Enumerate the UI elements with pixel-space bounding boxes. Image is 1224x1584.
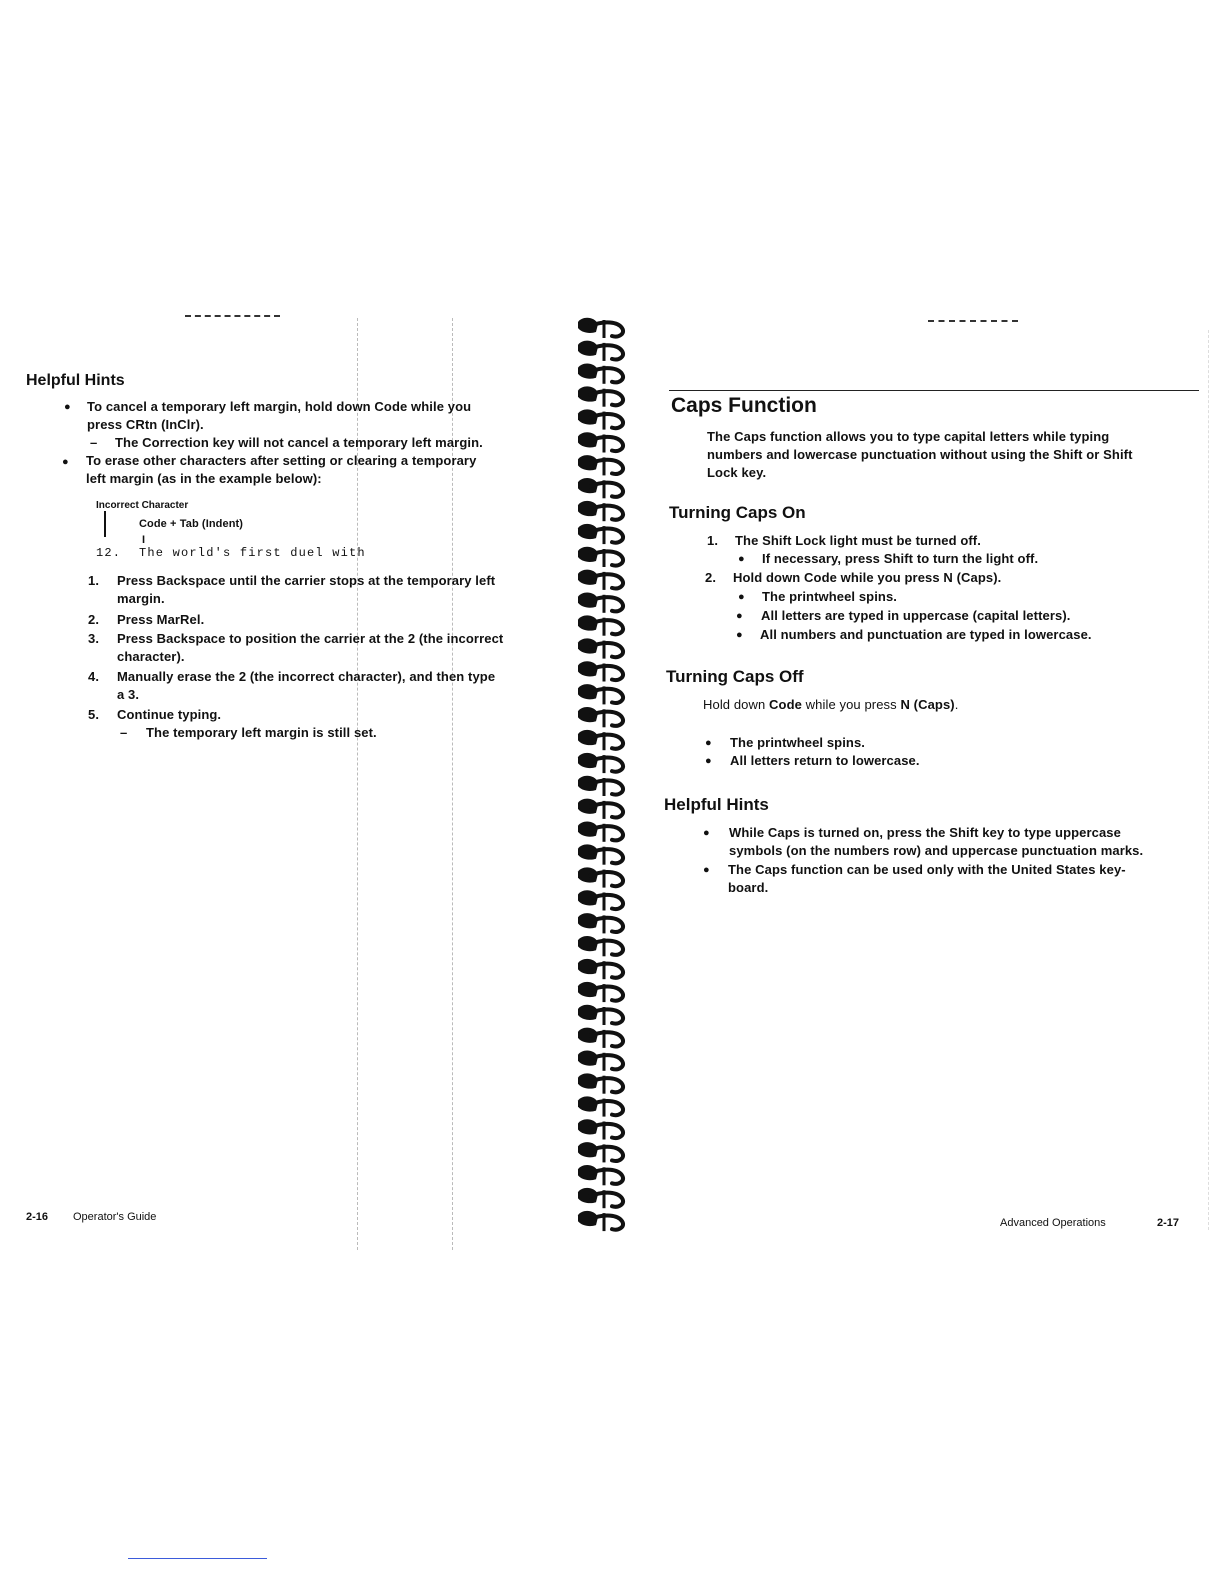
off-bullet-lowercase: All letters return to lowercase. bbox=[730, 753, 920, 768]
on-step-1-text: The Shift Lock light must be turned off. bbox=[735, 533, 981, 548]
turning-caps-on-heading: Turning Caps On bbox=[669, 503, 806, 522]
step-4-number: 4. bbox=[88, 669, 100, 684]
spiral-coil bbox=[578, 913, 623, 933]
caps-intro-text: The Caps function allows you to type capital letters while typing numbers and lowercase punctuation without using the Shift or Shift Lock key. bbox=[707, 429, 1133, 480]
spiral-coil bbox=[578, 959, 623, 979]
spiral-coil bbox=[578, 661, 623, 681]
hint-shift-uppercase: While Caps is turned on, press the Shift key to type uppercase symbols (on the numbers row) and uppercase punctuation marks. bbox=[729, 825, 1144, 858]
step-2-number: 2. bbox=[88, 612, 100, 627]
spiral-coil bbox=[578, 936, 623, 956]
spiral-coil bbox=[578, 364, 623, 384]
turning-caps-off-heading: Turning Caps Off bbox=[666, 667, 804, 686]
section-rule bbox=[669, 390, 1199, 391]
incorrect-character-label: Incorrect Character bbox=[96, 500, 189, 511]
spiral-coil bbox=[578, 593, 623, 613]
spiral-coil bbox=[578, 547, 623, 567]
spiral-coil bbox=[578, 982, 623, 1002]
spiral-coil bbox=[578, 501, 623, 521]
bullet-icon: ● bbox=[736, 610, 743, 622]
hint-us-keyboard-only: The Caps function can be used only with the United States key- board. bbox=[728, 862, 1126, 895]
on-step-1-number: 1. bbox=[707, 533, 719, 548]
spiral-coil bbox=[578, 1096, 623, 1116]
step-3-number: 3. bbox=[88, 631, 100, 646]
on-step-2-text: Hold down Code while you press N (Caps). bbox=[733, 570, 1002, 585]
spiral-coil bbox=[578, 386, 623, 406]
spiral-coil bbox=[578, 1005, 623, 1025]
step-2-text: Press MarRel. bbox=[117, 612, 205, 627]
bullet-icon: ● bbox=[62, 456, 69, 468]
dash-mark: – bbox=[90, 435, 98, 450]
spiral-coil bbox=[578, 890, 623, 910]
spiral-coil bbox=[578, 638, 623, 658]
bullet-icon: ● bbox=[736, 629, 743, 641]
on-bullet-printwheel: The printwheel spins. bbox=[762, 589, 898, 604]
spiral-coil bbox=[578, 799, 623, 819]
press-shift-bullet: If necessary, press Shift to turn the light off. bbox=[762, 551, 1039, 566]
footer-page-number: 2-17 bbox=[1157, 1217, 1180, 1229]
spiral-coil bbox=[578, 1073, 623, 1093]
spiral-coil bbox=[578, 1051, 623, 1071]
step-5-text: Continue typing. bbox=[117, 707, 222, 722]
page-edge bbox=[1208, 330, 1209, 1230]
bullet-icon: ● bbox=[738, 591, 745, 603]
step-3-text: Press Backspace to position the carrier at the 2 (the incorrect character). bbox=[117, 631, 504, 664]
spiral-coil bbox=[578, 1165, 623, 1185]
margin-still-set-note: The temporary left margin is still set. bbox=[146, 725, 377, 740]
dash-mark: – bbox=[120, 725, 128, 740]
step-5-number: 5. bbox=[88, 707, 100, 722]
spiral-coil bbox=[578, 409, 623, 429]
spiral-coil bbox=[578, 1188, 623, 1208]
spiral-coil bbox=[578, 1119, 623, 1139]
spiral-coil bbox=[578, 844, 623, 864]
top-scan-mark bbox=[928, 320, 1018, 322]
bullet-icon: ● bbox=[703, 864, 710, 876]
bullet-icon: ● bbox=[64, 401, 71, 413]
right-helpful-hints-heading: Helpful Hints bbox=[664, 795, 769, 814]
helpful-hints-heading: Helpful Hints bbox=[26, 372, 125, 389]
code-tab-indent-label: Code + Tab (Indent) bbox=[139, 518, 244, 530]
spiral-coil bbox=[578, 318, 623, 338]
on-step-2-number: 2. bbox=[705, 570, 717, 585]
step-1-text: Press Backspace until the carrier stops at the temporary left margin. bbox=[117, 573, 496, 606]
spiral-coil bbox=[578, 455, 623, 475]
spiral-coil bbox=[578, 684, 623, 704]
bullet-icon: ● bbox=[705, 737, 712, 749]
spiral-coil bbox=[578, 341, 623, 361]
correction-key-note: The Correction key will not cancel a temporary left margin. bbox=[115, 435, 483, 450]
footer-section-title: Advanced Operations bbox=[1000, 1217, 1106, 1229]
off-bullet-printwheel: The printwheel spins. bbox=[730, 735, 866, 750]
caps-off-instruction: Hold down Code while you press N (Caps). bbox=[703, 697, 959, 712]
underline-mark bbox=[128, 1558, 267, 1559]
character-marker: I bbox=[142, 534, 146, 546]
example-typed-line: The world's first duel with bbox=[139, 546, 366, 560]
example-line-number: 12. bbox=[96, 546, 122, 560]
spiral-binding-icon bbox=[560, 310, 650, 1240]
spiral-coil bbox=[578, 524, 623, 544]
bullet-icon: ● bbox=[738, 553, 745, 565]
bullet-icon: ● bbox=[703, 827, 710, 839]
footer-page-number: 2-16 bbox=[26, 1211, 49, 1223]
caps-function-title: Caps Function bbox=[671, 394, 817, 417]
indicator-bar bbox=[104, 511, 106, 537]
step-1-number: 1. bbox=[88, 573, 100, 588]
spiral-coil bbox=[578, 570, 623, 590]
spiral-coil bbox=[578, 822, 623, 842]
bullet-icon: ● bbox=[705, 755, 712, 767]
spiral-coil bbox=[578, 1211, 623, 1231]
spiral-coil bbox=[578, 478, 623, 498]
spiral-coil bbox=[578, 867, 623, 887]
spiral-coil bbox=[578, 432, 623, 452]
top-scan-mark bbox=[185, 315, 280, 317]
on-bullet-uppercase: All letters are typed in uppercase (capital letters). bbox=[761, 608, 1071, 623]
spiral-coil bbox=[578, 776, 623, 796]
on-bullet-lowercase: All numbers and punctuation are typed in lowercase. bbox=[760, 627, 1092, 642]
spiral-coil bbox=[578, 707, 623, 727]
hint-cancel-margin: To cancel a temporary left margin, hold down Code while you press CRtn (InClr). bbox=[87, 399, 472, 432]
spiral-coil bbox=[578, 1142, 623, 1162]
spiral-coil bbox=[578, 615, 623, 635]
step-4-text: Manually erase the 2 (the incorrect character), and then type a 3. bbox=[117, 669, 496, 702]
footer-guide-title: Operator's Guide bbox=[73, 1211, 157, 1223]
spiral-coil bbox=[578, 730, 623, 750]
spiral-coil bbox=[578, 1028, 623, 1048]
hint-erase-characters: To erase other characters after setting or clearing a temporary left margin (as in the example below): bbox=[86, 453, 477, 486]
spiral-coil bbox=[578, 753, 623, 773]
